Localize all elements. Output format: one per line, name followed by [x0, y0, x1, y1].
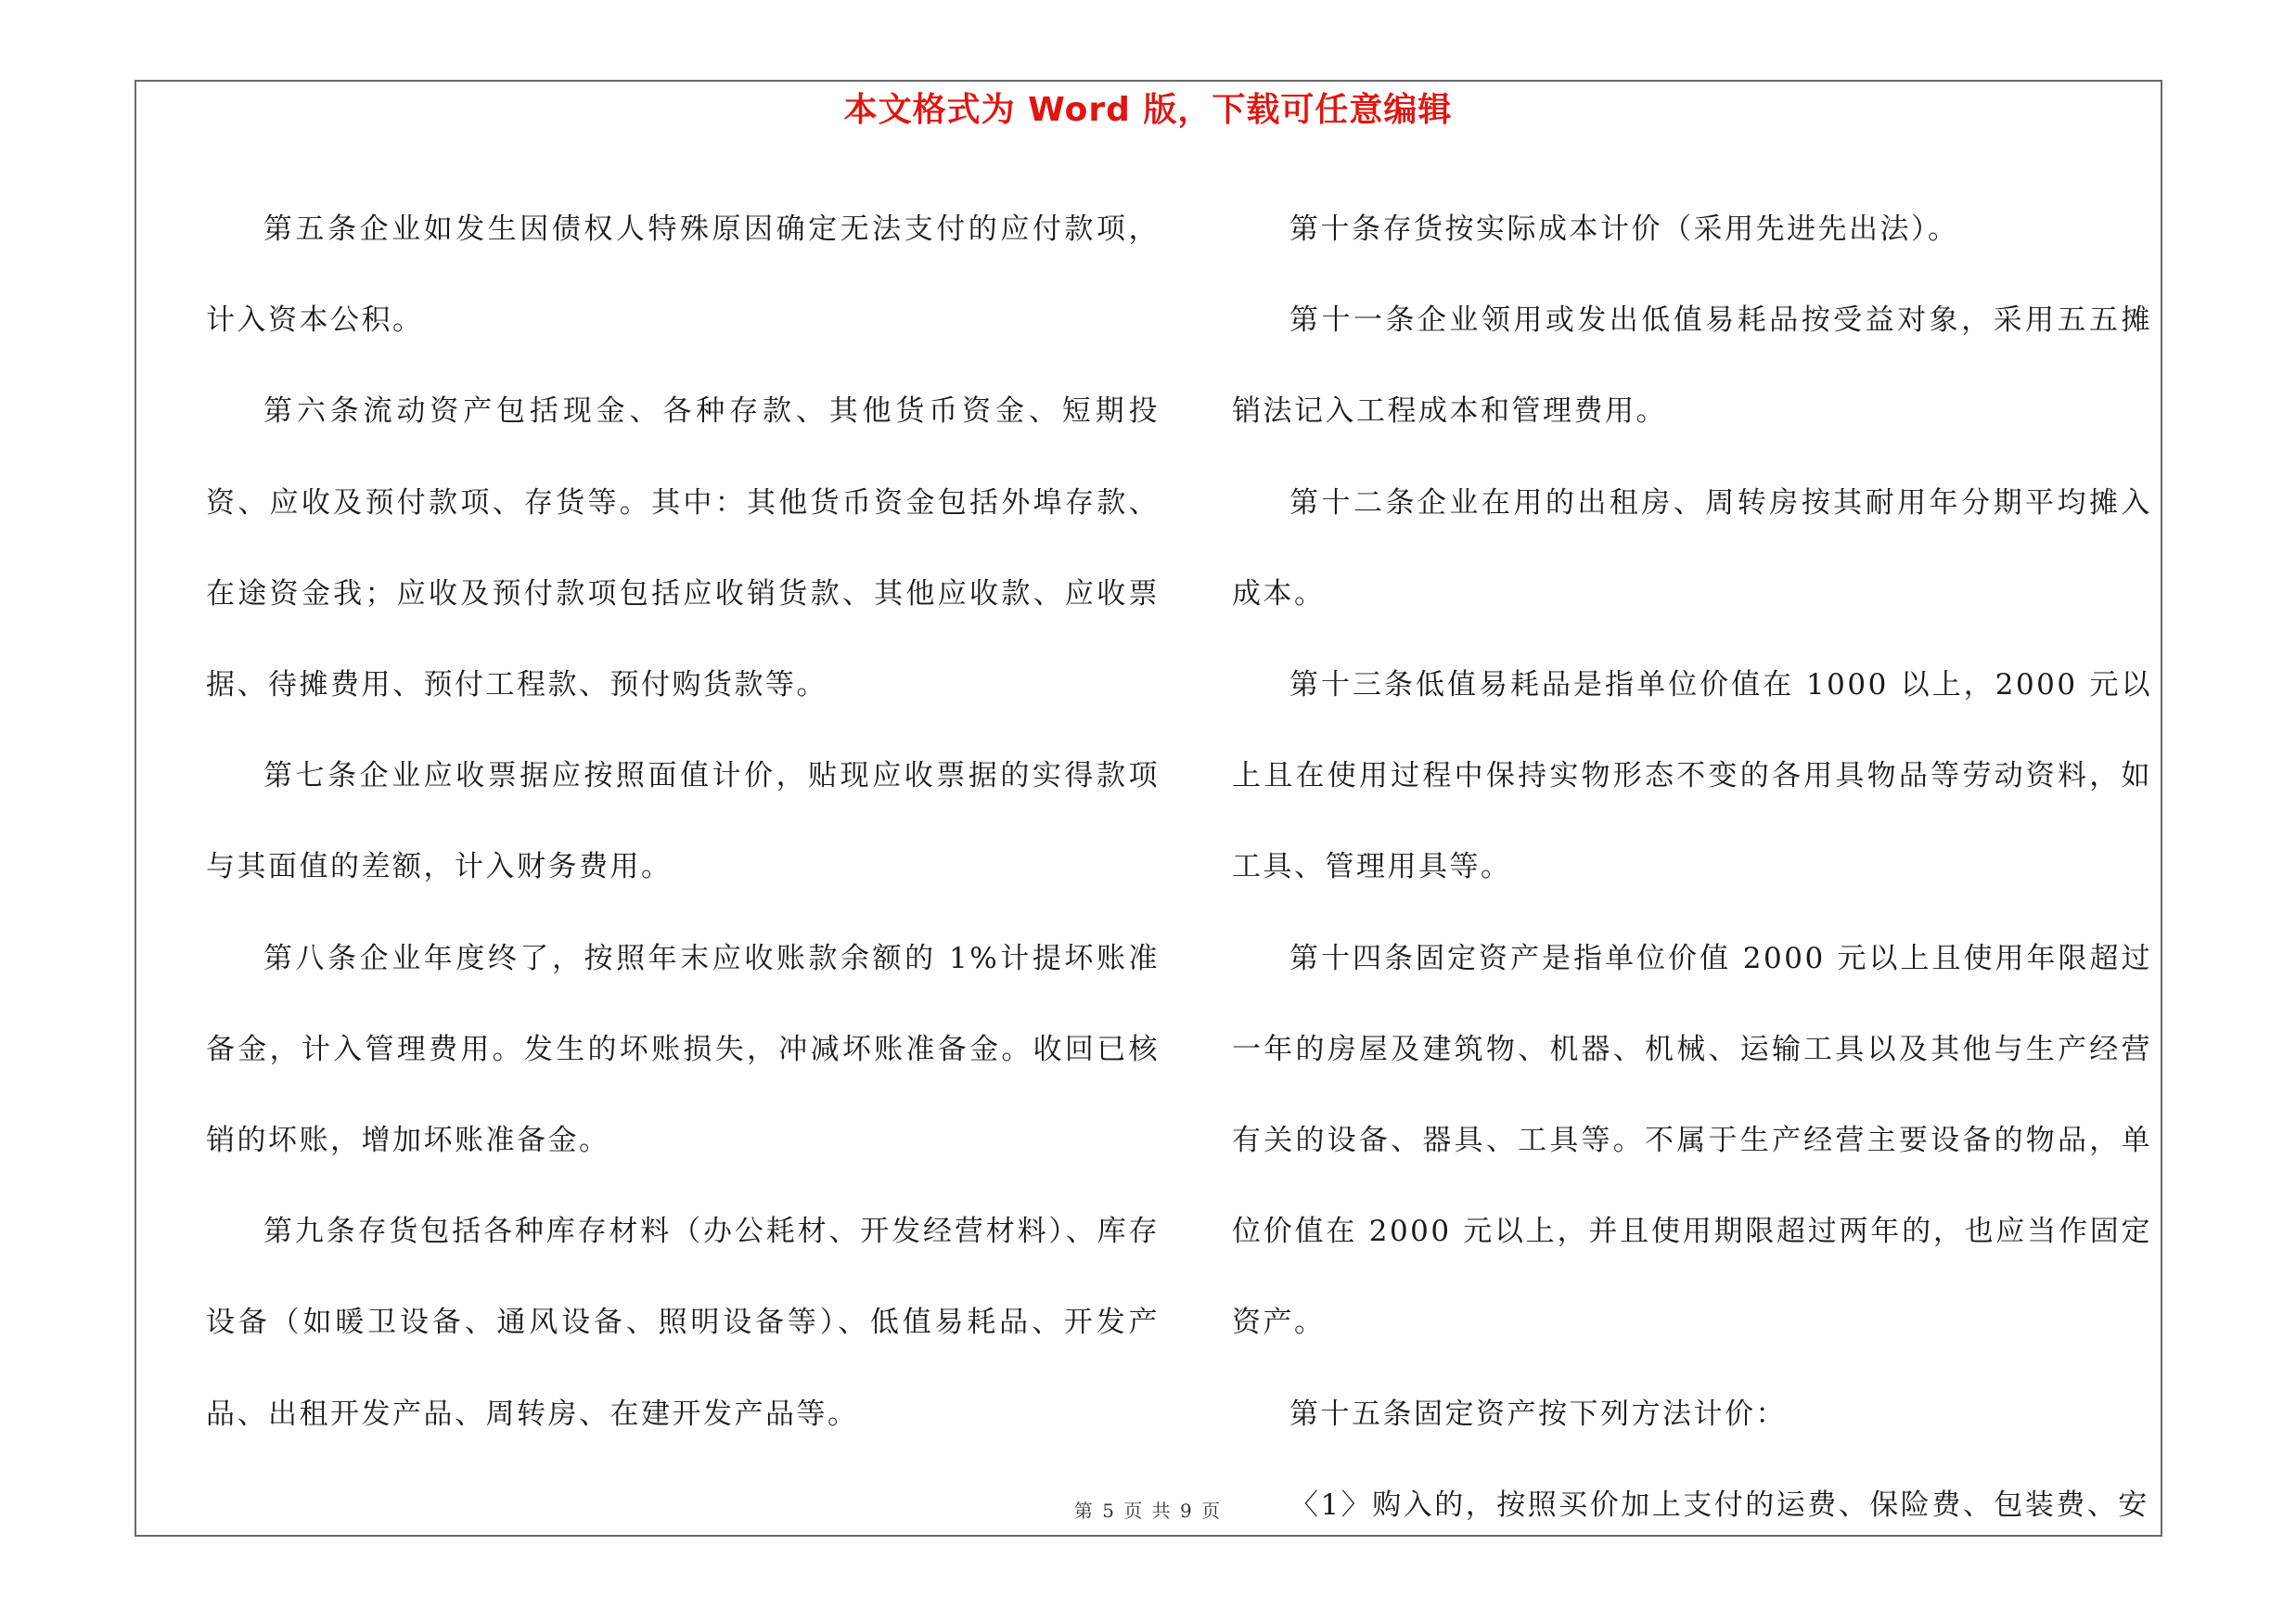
article-8: 第八条企业年度终了，按照年末应收账款余额的 1%计提坏账准备金，计入管理费用。发生的坏账损失，冲减坏账准备金。收回已核销的坏账，增加坏账准备金。: [206, 941, 1160, 1158]
article-13: 第十三条低值易耗品是指单位价值在 1000 以上，2000 元以上且在使用过程中保持实物形态不变的各用具物品等劳动资料，如工具、管理用具等。: [1232, 668, 2152, 884]
article-11: 第十一条企业领用或发出低值易耗品按受益对象，采用五五摊销法记入工程成本和管理费用。: [1232, 303, 2152, 429]
article-5: 第五条企业如发生因债权人特殊原因确定无法支付的应付款项，计入资本公积。: [206, 213, 1160, 338]
format-banner: 本文格式为 Word 版，下载可任意编辑: [843, 91, 1453, 129]
page-footer: 第 5 页 共 9 页: [1073, 1500, 1223, 1522]
article-15-item-1: 〈1〉购入的，按照买价加上支付的运费、保险费、包装费、安: [1289, 1488, 2149, 1522]
article-10: 第十条存货按实际成本计价（采用先进先出法）。: [1289, 213, 1959, 246]
article-15: 第十五条固定资产按下列方法计价：: [1289, 1397, 1787, 1431]
article-6: 第六条流动资产包括现金、各种存款、其他货币资金、短期投资、应收及预付款项、存货等。其中：其他货币资金包括外埠存款、在途资金我；应收及预付款项包括应收销货款、其他应收款、应收票据、待摊费用、预付工程款、预付购货款等。: [206, 394, 1160, 702]
article-12: 第十二条企业在用的出租房、周转房按其耐用年分期平均摊入成本。: [1232, 485, 2152, 611]
right-column: [1232, 184, 2152, 1551]
article-14: 第十四条固定资产是指单位价值 2000 元以上且使用年限超过一年的房屋及建筑物、机器、机械、运输工具以及其他与生产经营有关的设备、器具、工具等。不属于生产经营主要设备的物品，单位价值在 2000 元以上，并且使用期限超过两年的，也应当作固定资产。: [1232, 941, 2152, 1340]
article-7: 第七条企业应收票据应按照面值计价，贴现应收票据的实得款项与其面值的差额，计入财务费用。: [206, 759, 1160, 884]
left-column: [206, 184, 1160, 1460]
article-9: 第九条存货包括各种库存材料（办公耗材、开发经营材料）、库存设备（如暖卫设备、通风设备、照明设备等）、低值易耗品、开发产品、出租开发产品、周转房、在建开发产品等。: [206, 1215, 1160, 1431]
